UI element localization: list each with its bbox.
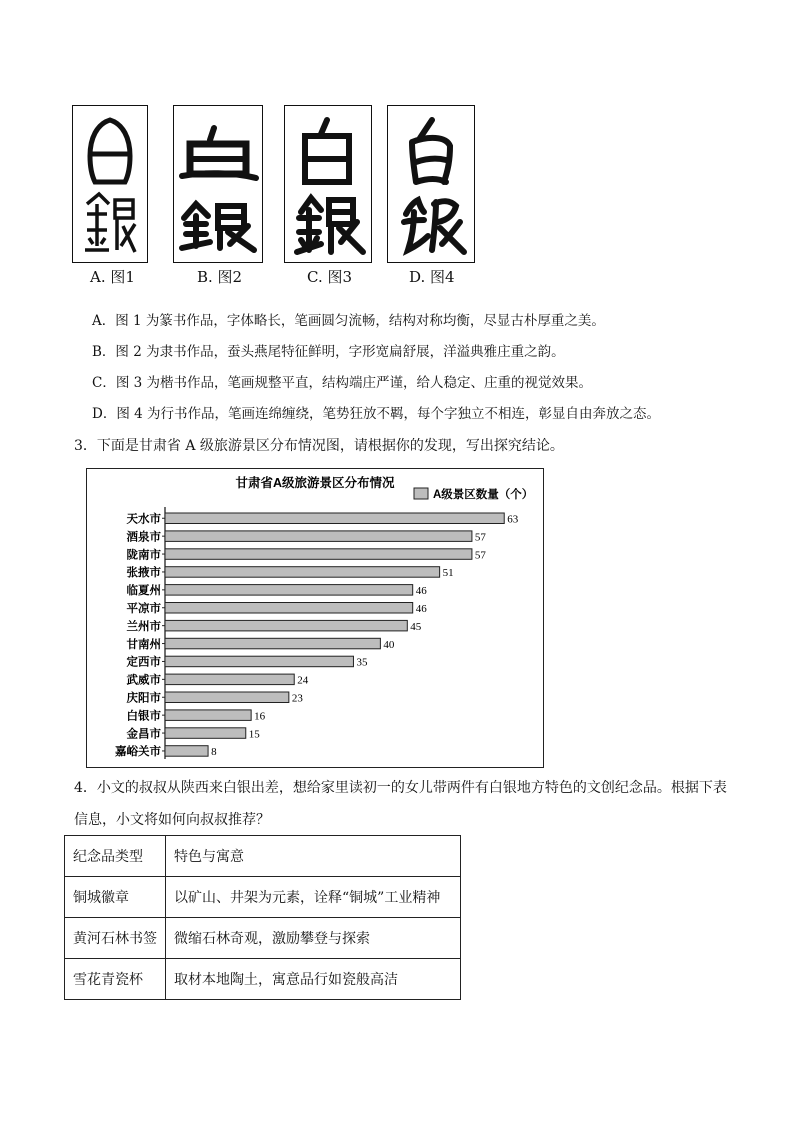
category-label: 嘉峪关市 xyxy=(115,746,161,759)
figure-2-caption: B. 图2 xyxy=(197,268,243,286)
legend-label: A级景区数量（个） xyxy=(433,489,534,501)
category-label: 武威市 xyxy=(126,674,161,687)
scenic-area-bar-chart xyxy=(86,468,544,768)
bar xyxy=(165,567,440,578)
data-label: 24 xyxy=(297,674,309,687)
bar xyxy=(165,603,413,614)
table-header-type: 纪念品类型 xyxy=(65,836,166,877)
data-label: 51 xyxy=(442,567,454,580)
category-label: 白银市 xyxy=(126,710,161,723)
data-label: 8 xyxy=(211,746,217,759)
category-label: 平凉市 xyxy=(126,603,161,615)
data-label: 57 xyxy=(474,549,486,562)
table-row xyxy=(65,918,461,959)
bar xyxy=(165,585,413,596)
bar xyxy=(165,674,294,685)
category-label: 兰州市 xyxy=(126,620,161,633)
figure-1-caption: A. 图1 xyxy=(90,268,135,286)
bar xyxy=(165,513,504,524)
question-3-text: 3．下面是甘肃省 A 级旅游景区分布情况图，请根据你的发现，写出探究结论。 xyxy=(74,438,564,454)
data-label: 40 xyxy=(383,638,395,651)
option-a-text: A．图 1 为篆书作品，字体略长，笔画圆匀流畅，结构对称均衡，尽显古朴厚重之美。 xyxy=(92,313,605,329)
table-cell-type: 雪花青瓷杯 xyxy=(65,959,166,1000)
table-header-feature: 特色与寓意 xyxy=(166,836,461,877)
chart-bars-group xyxy=(115,512,519,759)
data-label: 15 xyxy=(248,728,260,741)
category-label: 临夏州 xyxy=(126,585,161,598)
option-c-text: C．图 3 为楷书作品，笔画规整平直，结构端庄严谨，给人稳定、庄重的视觉效果。 xyxy=(92,375,592,391)
data-label: 63 xyxy=(507,513,519,526)
bar xyxy=(165,710,251,721)
category-label: 庆阳市 xyxy=(126,692,161,705)
bar xyxy=(165,531,472,542)
bar xyxy=(165,656,353,667)
data-label: 46 xyxy=(415,603,427,615)
figure-1-seal-script-image xyxy=(72,105,148,263)
chart-title: 甘肃省A级旅游景区分布情况 xyxy=(235,476,395,490)
table-cell-feature: 微缩石林奇观，激励攀登与探索 xyxy=(166,918,461,959)
category-label: 金昌市 xyxy=(126,728,161,741)
question-4-line-2: 信息，小文将如何向叔叔推荐？ xyxy=(74,812,270,828)
table-cell-feature: 以矿山、井架为元素，诠释“铜城”工业精神 xyxy=(166,877,461,918)
table-cell-type: 铜城徽章 xyxy=(65,877,166,918)
category-label: 天水市 xyxy=(126,513,161,526)
figure-4-running-script-image xyxy=(387,105,475,263)
data-label: 23 xyxy=(291,692,303,705)
bar xyxy=(165,638,380,649)
bar xyxy=(165,620,407,631)
category-label: 定西市 xyxy=(126,656,161,669)
legend-swatch xyxy=(414,488,428,499)
question-4-line-1: 4．小文的叔叔从陕西来白银出差，想给家里读初一的女儿带两件有白银地方特色的文创纪念品。根据下表 xyxy=(74,780,727,796)
data-label: 16 xyxy=(254,710,266,723)
category-label: 陇南市 xyxy=(126,549,161,562)
option-d-text: D．图 4 为行书作品，笔画连绵缠绕，笔势狂放不羁，每个字独立不相连，彰显自由奔放之态。 xyxy=(92,406,660,422)
table-row xyxy=(65,959,461,1000)
table-cell-feature: 取材本地陶土，寓意品行如瓷般高洁 xyxy=(166,959,461,1000)
souvenir-table xyxy=(64,835,461,1000)
category-label: 酒泉市 xyxy=(126,531,161,544)
data-label: 57 xyxy=(474,531,486,544)
bar xyxy=(165,692,289,703)
category-label: 甘南州 xyxy=(126,638,161,651)
table-row xyxy=(65,877,461,918)
data-label: 35 xyxy=(356,656,368,669)
chart-canvas xyxy=(87,469,543,767)
bar xyxy=(165,549,472,560)
figure-3-regular-script-image xyxy=(284,105,372,263)
figure-3-caption: C. 图3 xyxy=(307,268,353,286)
bar xyxy=(165,746,208,757)
bar xyxy=(165,728,246,739)
data-label: 45 xyxy=(410,620,422,633)
figure-4-caption: D. 图4 xyxy=(409,268,455,286)
table-header-row xyxy=(65,836,461,877)
category-label: 张掖市 xyxy=(126,567,161,580)
option-b-text: B．图 2 为隶书作品，蚕头燕尾特征鲜明，字形宽扁舒展，洋溢典雅庄重之韵。 xyxy=(92,344,565,360)
data-label: 46 xyxy=(415,585,427,598)
figure-2-clerical-script-image xyxy=(173,105,263,263)
table-cell-type: 黄河石林书签 xyxy=(65,918,166,959)
